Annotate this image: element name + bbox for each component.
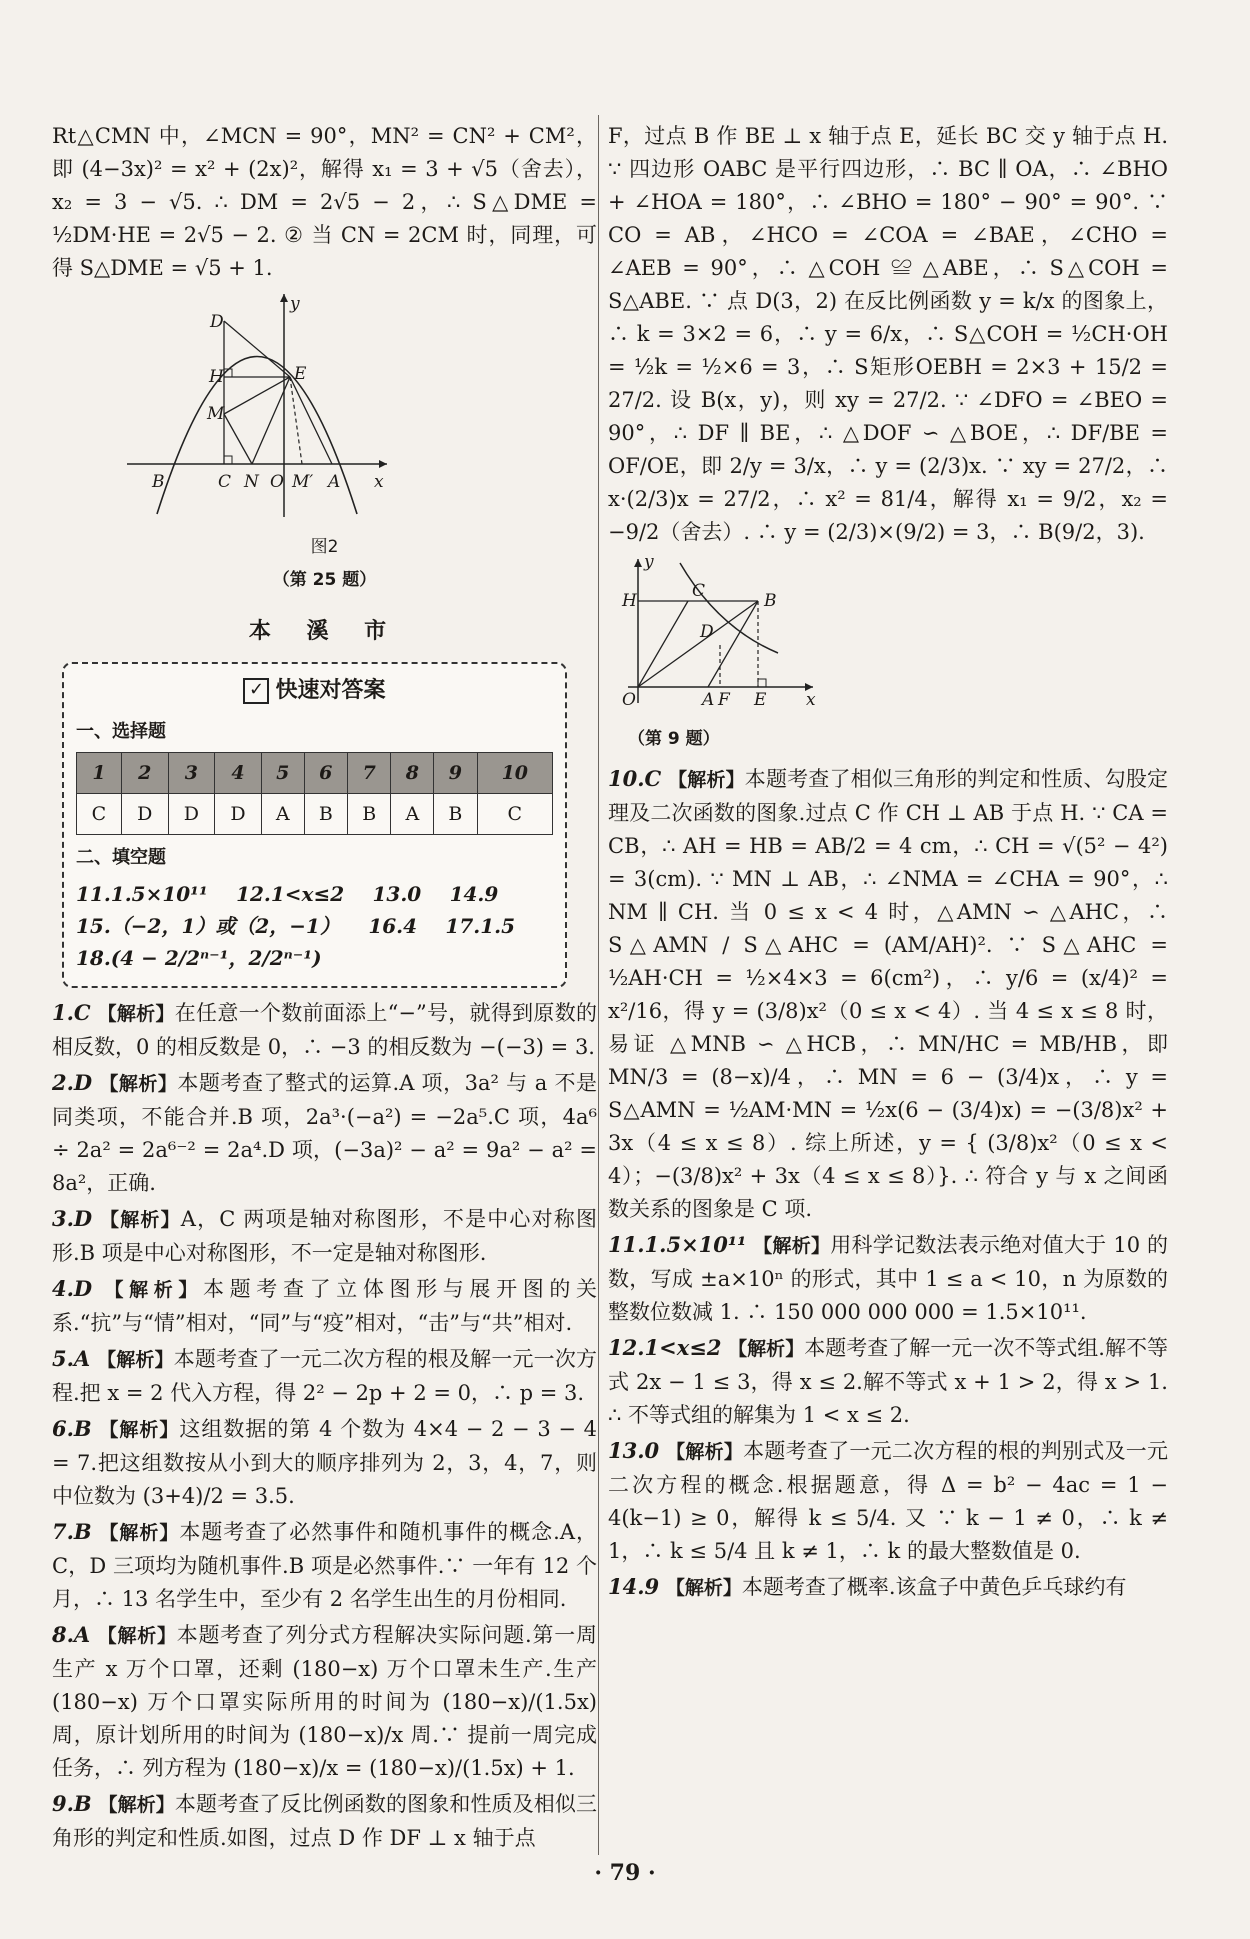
question-number: 10 (477, 753, 552, 794)
solution-item (608, 1228, 1168, 1329)
fig9-label-F: F (718, 690, 730, 710)
solution-text: 本题考查了解一元一次不等式组.解不等式 2x − 1 ≤ 3，得 x ≤ 2.解不等式 x + 1 > 2，得 x > 1. ∴ 不等式组的解集为 1 < x ≤ 2. (608, 1336, 1168, 1427)
fig9-caption: （第 9 题） (628, 729, 720, 749)
solution-item (52, 1066, 597, 1200)
solution-text: 本题考查了相似三角形的判定和性质、勾股定理及二次函数的图象.过点 C 作 CH ⊥ AB 于点 H. ∵ CA = CB，∴ AH = HB = AB/2 = 4 cm，∴ CH = √(5² − 4²) = 3(cm). ∵ MN ⊥ AB，∴ ∠NMA = ∠CHA = 90°，∴ NM ∥ CH. 当 0 ≤ x < 4 时，△AMN ∽ △AHC，∴ S△AMN / S△AHC = (AM/AH)². ∵ S△AHC = ½AH·CH = ½×4×3 = 6(cm²)，∴ y/6 = (x/4)² = x²/16，得 y = (3/8)x²（0 ≤ x < 4）. 当 4 ≤ x ≤ 8 时，易证 △MNB ∽ △HCB，∴ MN/HC = MB/HB，即 MN/3 = (8−x)/4，∴ MN = 6 − (3/4)x，∴ y = S△AMN = ½AM·MN = ½x(6 − (3/4)x) = −(3/8)x² + 3x（4 ≤ x ≤ 8）. 综上所述，y = { (3/8)x²（0 ≤ x < 4）；−(3/8)x² + 3x（4 ≤ x ≤ 8）}. ∴ 符合 y 与 x 之间函数关系的图象是 C 项. (608, 767, 1168, 1221)
question-number: 5 (261, 753, 304, 794)
solution-text: 本题考查了反比例函数的图象和性质及相似三角形的判定和性质.如图，过点 D 作 DF ⊥ x 轴于点 (52, 1792, 597, 1850)
solution-number: 13.0 (608, 1438, 660, 1463)
solution-text: 这组数据的第 4 个数为 4×4 − 2 − 3 − 4 = 7.把这组数按从小到大的顺序排列为 2，3，4，7，则中位数为 (3+4)/2 = 3.5. (52, 1417, 597, 1508)
fill-answer: 14.9 (449, 882, 499, 906)
solution-text: 本题考查了一元二次方程的根的判别式及一元二次方程的概念.根据题意，得 Δ = b² − 4ac = 1 − 4(k−1) ≥ 0，解得 k ≤ 5/4. 又 ∵ k − 1 ≠ 0，∴ k ≠ 1，∴ k ≤ 5/4 且 k ≠ 1，∴ k 的最大整数值是 0. (608, 1439, 1168, 1563)
fig2-question-caption: （第 25 题） (272, 570, 377, 590)
analysis-tag: 【解析】 (668, 769, 745, 791)
solution-text: 本题考查了一元二次方程的根及解一元一次方程.把 x = 2 代入方程，得 2² − 2p + 2 = 0，∴ p = 3. (52, 1347, 597, 1405)
question-number: 3 (168, 753, 215, 794)
answer-cell: B (434, 794, 477, 835)
quick-answer-box (62, 662, 567, 988)
right-column (608, 120, 1168, 1607)
solution-item (608, 1331, 1168, 1432)
fig2-label-y: y (290, 294, 300, 314)
fill-answer: 17.1.5 (445, 914, 516, 938)
solution-text: 本题考查了列分式方程解决实际问题.第一周生产 x 万个口罩，还剩 (180−x) 万个口罩未生产.生产 (180−x) 万个口罩实际所用的时间为 (180−x)/(1.5x) 周，原计划所用的时间为 (180−x)/x 周.∵ 提前一周完成任务，∴ 列方程为 (180−x)/x = (180−x)/(1.5x) + 1. (52, 1623, 597, 1780)
fill-answer: 16.4 (368, 914, 418, 938)
answer-table (76, 752, 553, 835)
question-number: 1 (77, 753, 122, 794)
analysis-tag: 【解析】 (99, 1522, 180, 1544)
fill-answer: 18.(4 − 2/2ⁿ⁻¹，2/2ⁿ⁻¹) (76, 946, 322, 970)
solution-text: 本题考查了概率.该盒子中黄色乒乓球约有 (741, 1575, 1127, 1599)
fig9-label-O: O (622, 690, 636, 710)
answer-cell: D (168, 794, 215, 835)
question-number: 2 (121, 753, 168, 794)
solution-number: 2.D (52, 1070, 93, 1095)
analysis-tag: 【解析】 (98, 1794, 175, 1816)
parabola-diagram (52, 289, 597, 521)
page-number: · 79 · (594, 1860, 656, 1886)
fig9-label-A: A (702, 690, 715, 710)
fig9-label-B: B (764, 591, 777, 611)
solution-text: 本题考查了必然事件和随机事件的概念.A，C，D 三项均为随机事件.B 项是必然事件.∵ 一年有 12 个月，∴ 13 名学生中，至少有 2 名学生出生的月份相同. (52, 1520, 597, 1611)
analysis-tag: 【解析】 (753, 1235, 831, 1257)
fig9-label-D: D (700, 622, 714, 642)
answer-table-header (77, 753, 553, 794)
answer-cell: C (77, 794, 122, 835)
analysis-tag: 【解析】 (665, 1577, 742, 1599)
fig2-label-x: x (374, 472, 384, 492)
solution-item (608, 1434, 1168, 1568)
fig2-label-N: N (244, 472, 259, 492)
answer-cell: B (348, 794, 391, 835)
fig9-label-x: x (806, 690, 816, 710)
analysis-tag: 【解析】 (97, 1003, 175, 1025)
solution-number: 10.C (608, 766, 662, 791)
solution-item (52, 1787, 597, 1855)
solution-item (52, 1202, 597, 1270)
answer-table-row (77, 794, 553, 835)
left-solutions (52, 996, 597, 1855)
fig2-label-C: C (218, 472, 232, 492)
q9-solution-text: F，过点 B 作 BE ⊥ x 轴于点 E，延长 BC 交 y 轴于点 H. ∵ 四边形 OABC 是平行四边形，∴ BC ∥ OA，∴ ∠BHO + ∠HOA = 180°，∴ ∠BHO = 180° − 90° = 90°. ∵ CO = AB，∠HCO = ∠COA = ∠BAE，∠CHO = ∠AEB = 90°，∴ △COH ≌ △ABE，∴ S△COH = S△ABE. ∵ 点 D(3，2) 在反比例函数 y = k/x 的图象上，∴ k = 3×2 = 6，∴ y = 6/x，∴ S△COH = ½CH·OH = ½k = ½×6 = 3，∴ S矩形OEBH = 2×3 + 15/2 = 27/2. 设 B(x，y)，则 xy = 27/2. ∵ ∠DFO = ∠BEO = 90°，∴ DF ∥ BE，∴ △DOF ∽ △BOE，∴ DF/BE = OF/OE，即 2/y = 3/x，∴ y = (2/3)x. ∵ xy = 27/2，∴ x·(2/3)x = 27/2，∴ x² = 81/4，解得 x₁ = 9/2，x₂ = −9/2（舍去）. ∴ y = (2/3)×(9/2) = 3，∴ B(9/2，3). (608, 124, 1168, 544)
fill-answer-row (76, 910, 553, 942)
question-number: 6 (304, 753, 347, 794)
figure-2 (52, 289, 597, 597)
solution-text: A，C 两项是轴对称图形，不是中心对称图形.B 项是中心对称图形，不一定是轴对称图形. (52, 1207, 597, 1265)
quick-answer-title-text: 快速对答案 (275, 678, 386, 703)
fig2-caption: 图2 (310, 537, 339, 557)
answer-cell: D (121, 794, 168, 835)
section-city-title: 本 溪 市 (248, 619, 401, 644)
answer-cell: A (391, 794, 434, 835)
solution-text: 本题考查了整式的运算.A 项，3a² 与 a 不是同类项，不能合并.B 项，2a³·(−a²) = −2a⁵.C 项，4a⁶ ÷ 2a² = 2a⁶⁻² = 2a⁴.D 项，(−3a)² − a² = 9a² − a² = 8a²，正确. (52, 1071, 597, 1195)
quick-answer-title (76, 674, 553, 707)
question-number: 7 (348, 753, 391, 794)
solution-number: 12.1<x≤2 (608, 1335, 722, 1360)
section-fill-title: 二、填空题 (76, 847, 166, 868)
solution-number: 1.C (52, 1000, 91, 1025)
solution-text: 用科学记数法表示绝对值大于 10 的数，写成 ±a×10ⁿ 的形式，其中 1 ≤ a < 10，n 为原数的整数位数减 1. ∴ 150 000 000 000 = 1.5×10¹¹. (608, 1233, 1168, 1324)
solution-item (608, 762, 1168, 1226)
checkbox-icon: ✓ (243, 678, 269, 704)
left-column (52, 120, 597, 1857)
answer-cell: A (261, 794, 304, 835)
solution-number: 9.B (52, 1791, 92, 1816)
solution-text: 在任意一个数前面添上“−”号，就得到原数的相反数，0 的相反数是 0，∴ −3 的相反数为 −(−3) = 3. (52, 1001, 597, 1059)
fig2-label-E: E (294, 364, 307, 384)
fill-answer: 15.（−2，1）或（2，−1） (76, 914, 340, 938)
answer-cell: B (304, 794, 347, 835)
reciprocal-function-diagram (608, 553, 1168, 713)
solution-number: 14.9 (608, 1574, 660, 1599)
fig2-label-O: O (270, 472, 284, 492)
solution-number: 11.1.5×10¹¹ (608, 1232, 747, 1257)
fig2-label-B: B (152, 472, 165, 492)
answer-cell: C (477, 794, 552, 835)
fill-answer: 13.0 (372, 882, 422, 906)
fill-answers (76, 878, 553, 974)
fig2-label-M: M (207, 404, 225, 424)
question-number: 9 (434, 753, 477, 794)
column-divider (598, 115, 599, 1855)
fill-answer-row (76, 942, 553, 974)
solution-number: 4.D (52, 1276, 93, 1301)
question-number: 8 (391, 753, 434, 794)
solution-number: 8.A (52, 1622, 91, 1647)
analysis-tag: 【解析】 (97, 1349, 174, 1371)
fig2-label-H: H (209, 367, 224, 387)
solution-item (52, 1272, 597, 1340)
analysis-tag: 【解析】 (728, 1338, 805, 1360)
solution-item (52, 1515, 597, 1616)
fig9-label-H: H (622, 591, 637, 611)
analysis-tag: 【解析】 (99, 1073, 178, 1095)
solution-number: 7.B (52, 1519, 92, 1544)
fig2-label-Mprime: M′ (292, 472, 314, 492)
solution-item (52, 996, 597, 1064)
analysis-tag: 【解析】 (100, 1209, 181, 1231)
section-choice-title: 一、选择题 (76, 721, 166, 742)
fill-answer: 12.1<x≤2 (236, 882, 345, 906)
solution-number: 3.D (52, 1206, 93, 1231)
answer-cell: D (215, 794, 262, 835)
solution-item (52, 1342, 597, 1410)
analysis-tag: 【解析】 (99, 1419, 180, 1441)
analysis-tag: 【解析】 (104, 1279, 204, 1301)
analysis-tag: 【解析】 (97, 1625, 177, 1647)
solution-item (52, 1412, 597, 1513)
question-number: 4 (215, 753, 262, 794)
fig9-label-C: C (692, 581, 706, 601)
fig9-label-y: y (644, 553, 654, 572)
fig2-label-A: A (328, 472, 341, 492)
analysis-tag: 【解析】 (666, 1441, 744, 1463)
fig2-label-D: D (210, 312, 224, 332)
q25-solution-text: Rt△CMN 中，∠MCN = 90°，MN² = CN² + CM²，即 (4−3x)² = x² + (2x)²，解得 x₁ = 3 + √5（舍去），x₂ = 3 − √5. ∴ DM = 2√5 − 2，∴ S△DME = ½DM·HE = 2√5 − 2. ② 当 CN = 2CM 时，同理，可得 S△DME = √5 + 1. (52, 124, 597, 280)
figure-9 (608, 553, 1168, 756)
fill-answer-row (76, 878, 553, 910)
solution-number: 6.B (52, 1416, 92, 1441)
fig9-label-E: E (754, 690, 767, 710)
fill-answer: 11.1.5×10¹¹ (76, 882, 208, 906)
solution-text: 本题考查了立体图形与展开图的关系.“抗”与“情”相对，“同”与“疫”相对，“击”与“共”相对. (52, 1277, 597, 1335)
solution-number: 5.A (52, 1346, 91, 1371)
solution-item (608, 1570, 1168, 1605)
solution-item (52, 1618, 597, 1785)
right-solutions (608, 762, 1168, 1605)
